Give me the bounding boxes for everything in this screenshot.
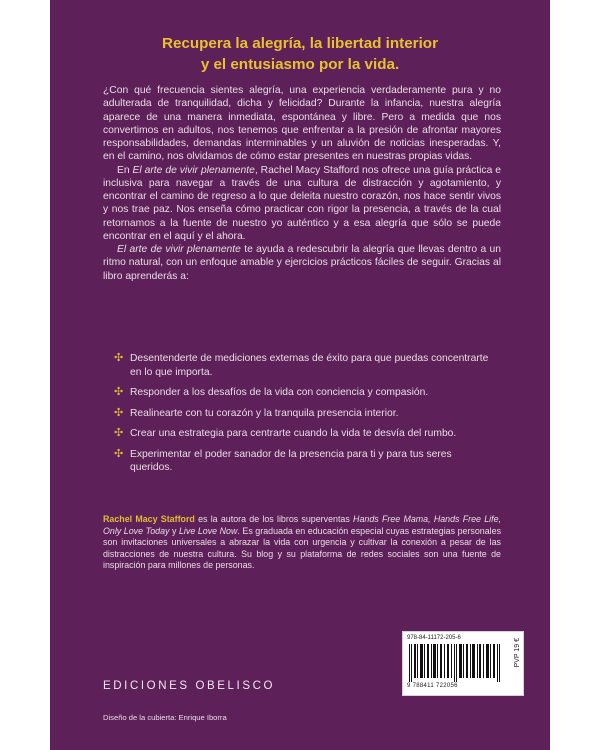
headline-line-1: Recupera la alegría, la libertad interior — [161, 35, 438, 52]
barcode-label — [402, 631, 524, 696]
p2-lead: En — [117, 164, 133, 176]
list-item-text: Desentenderte de mediciones externas de éxito para que puedas concentrarte en lo que importa. — [130, 353, 489, 378]
back-cover — [50, 0, 550, 750]
barcode-icon — [409, 644, 501, 682]
bio-text-1: es la autora de los libros superventas — [194, 514, 354, 524]
list-item-text: Crear una estrategia para centrarte cuando la vida te desvía del rumbo. — [130, 428, 457, 439]
bio-book-last: Live Love Now — [179, 525, 238, 536]
learning-list — [114, 352, 494, 482]
list-item-text: Experimentar el poder sanador de la presencia para ti y para tus seres queridos. — [130, 448, 452, 473]
barcode-digits: 9 788411 722056 — [407, 683, 458, 689]
flower-bullet-icon: ✣ — [114, 406, 124, 419]
p2-text: , Rachel Macy Stafford nos ofrece una guía práctica e inclusiva para navegar a través de una cultura de distracción y agotamiento, y encontrar el camino de regreso a lo que deleita nuestro corazón, nos hace sentir vivos y nos trae paz. Nos enseña cómo practicar con rigor la presencia, a través de la cual retornamos a la fuente de nuestro yo auténtico y a esa alegría que sólo se puede encontrar en el aquí y el ahora. — [103, 164, 501, 242]
p3-book-title: El arte de vivir plenamente — [117, 244, 241, 255]
headline-line-2: y el entusiasmo por la vida. — [200, 56, 400, 73]
flower-bullet-icon: ✣ — [114, 427, 124, 439]
flower-bullet-icon: ✣ — [114, 352, 124, 364]
list-item — [114, 448, 494, 475]
synopsis-paragraph-1: ¿Con qué frecuencia sientes alegría, una experiencia verdaderamente pura y no adulterada de tranquilidad, dicha y felicidad? Durante la infancia, nuestra alegría aparece de una manera inmediata, espontánea y libre. Pero a medida que nos convertimos en adultos, nos tenemos que enfrentar a la presión de afrontar mayores responsabilidades, demandas interminables y un aluvión de noticias inesperadas. Y, en el camino, nos olvidamos de cómo estar presentes en nuestras propias vidas. — [103, 85, 501, 163]
list-item — [114, 352, 494, 379]
list-item — [114, 427, 494, 441]
synopsis-paragraph-3 — [103, 243, 501, 283]
flower-bullet-icon: ✣ — [114, 386, 124, 398]
list-item-text: Realinearte con tu corazón y la tranquila presencia interior. — [130, 407, 399, 419]
cover-design-credit: Diseño de la cubierta: Enrique Iborra — [103, 713, 227, 722]
bio-books: Hands Free Mama, Hands Free Life, Only Love Today — [103, 514, 501, 536]
author-name: Rachel Macy Stafford — [103, 514, 195, 524]
author-bio — [103, 514, 501, 572]
list-item-text: Responder a los desafíos de la vida con conciencia y compasión. — [130, 387, 429, 398]
p3-text: te ayuda a redescubrir la alegría que llevas dentro a un ritmo natural, con un enfoque amable y ejercicios prácticos fáciles de seguir. Gracias al libro aprenderás a: — [103, 244, 501, 282]
publisher-name: EDICIONES OBELISCO — [103, 680, 276, 692]
flower-bullet-icon: ✣ — [114, 447, 124, 460]
isbn-number: 978-84-11172-205-6 — [407, 635, 461, 641]
list-item — [114, 407, 494, 421]
cover-headline — [50, 33, 550, 75]
list-item — [114, 386, 494, 400]
synopsis — [103, 84, 501, 283]
synopsis-paragraph-2 — [103, 164, 501, 244]
p2-book-title: El arte de vivir plenamente — [132, 164, 255, 176]
price-label: PVP 19 € — [514, 638, 521, 668]
bio-text-3: . Es graduada en educación especial cuyas estrategias personales son invitaciones universales a abrazar la vida con urgencia y cultivar la conexión a pesar de las distracciones de nuestra cultura. Su blog y su plataforma de redes sociales son una fuente de inspiración para millones de personas. — [103, 525, 502, 571]
bio-text-2: y — [169, 525, 179, 536]
